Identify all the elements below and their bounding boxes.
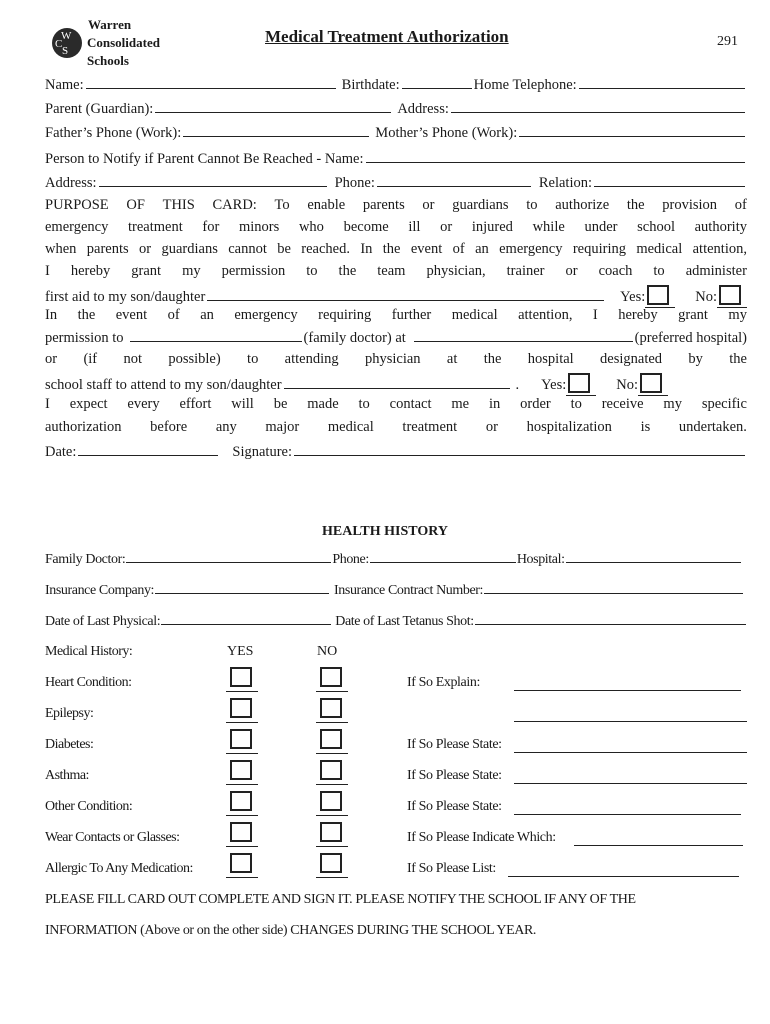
other-yes-checkbox[interactable] <box>230 791 252 811</box>
paragraph-word: grant <box>678 307 708 323</box>
paragraph-word: PURPOSE <box>45 197 109 213</box>
paragraph-word: attending <box>284 351 339 367</box>
notify-address-label: Address: <box>45 175 97 191</box>
asthma-no-checkbox[interactable] <box>320 760 342 780</box>
paragraph-word: CARD: <box>212 197 257 213</box>
notify-name-field[interactable] <box>366 150 745 163</box>
doctor-phone-field[interactable] <box>370 550 516 563</box>
paragraph-word: authority <box>694 219 747 235</box>
insurance-contract-label: Insurance Contract Number: <box>334 583 484 598</box>
paragraph-word: become <box>343 219 389 235</box>
paragraph-word: minors <box>239 219 280 235</box>
name-field[interactable] <box>86 76 336 89</box>
paragraph-word: while <box>532 219 565 235</box>
school-name-line: Consolidated <box>87 35 160 50</box>
diabetes-yes-checkbox[interactable] <box>230 729 252 749</box>
paragraph-word: cannot <box>228 241 267 257</box>
paragraph-word: be <box>277 241 291 257</box>
home-phone-label: Home Telephone: <box>473 77 577 93</box>
first-aid-label: first aid to my son/daughter <box>45 289 206 305</box>
paragraph-word: authorize <box>555 197 610 213</box>
purpose-line <box>45 219 747 239</box>
glasses-no-checkbox[interactable] <box>320 822 342 842</box>
paragraph-word: treatment <box>128 219 183 235</box>
date-signature-row <box>45 443 747 463</box>
first-aid-yes-checkbox[interactable] <box>647 285 669 305</box>
address-field[interactable] <box>451 100 745 113</box>
school-staff-row: school staff to attend to my son/daughter . Yes: No: <box>45 373 747 393</box>
paragraph-word: receive <box>601 396 644 412</box>
paragraph-word: or <box>440 219 453 235</box>
allergy-yes-checkbox[interactable] <box>230 853 252 873</box>
paragraph-word: requiring <box>318 307 372 323</box>
paragraph-word: specific <box>701 396 747 412</box>
paragraph-word: (if <box>83 351 98 367</box>
list-label: If So Please List: <box>407 861 496 876</box>
first-aid-field[interactable] <box>207 288 604 301</box>
paragraph-word: the <box>729 351 747 367</box>
allergy-no-checkbox[interactable] <box>320 853 342 873</box>
paragraph-word: the <box>338 263 357 279</box>
purpose-line <box>45 197 747 217</box>
school-staff-label: school staff to attend to my son/daughter <box>45 377 282 393</box>
paragraph-word: hereby <box>70 263 111 279</box>
paragraph-word: made <box>307 396 339 412</box>
paragraph-word: or <box>565 263 578 279</box>
permission-label: permission to <box>45 330 124 346</box>
physical-row <box>45 612 747 632</box>
paragraph-word: to <box>306 263 318 279</box>
last-tetanus-field[interactable] <box>475 612 746 625</box>
paragraph-word: to <box>653 263 665 279</box>
paragraph-word: order <box>520 396 551 412</box>
last-physical-label: Date of Last Physical: <box>45 614 161 629</box>
paragraph-word: ill <box>408 219 421 235</box>
purpose-line <box>45 241 747 261</box>
allergy-list-field[interactable] <box>508 876 739 877</box>
epilepsy-yes-checkbox[interactable] <box>230 698 252 718</box>
paragraph-word: further <box>391 307 432 323</box>
doctor-phone-label: Phone: <box>332 552 369 567</box>
relation-field[interactable] <box>594 174 745 187</box>
school-staff-field[interactable] <box>284 376 510 389</box>
yes-label: Yes: <box>541 377 567 393</box>
paragraph-word: OF <box>126 197 145 213</box>
or-line <box>45 351 747 371</box>
family-doctor-field[interactable] <box>130 329 302 342</box>
parent-label: Parent (Guardian): <box>45 101 154 117</box>
notify-name-label: Person to Notify if Parent Cannot Be Reached - Name: <box>45 151 364 167</box>
explain-continued-field[interactable] <box>514 721 747 722</box>
condition-label: Other Condition: <box>45 799 133 814</box>
paragraph-word: hospitalization <box>526 419 612 435</box>
paragraph-word: I <box>45 396 50 412</box>
paragraph-word: THIS <box>162 197 195 213</box>
condition-label: Asthma: <box>45 768 89 783</box>
paragraph-word: trainer <box>506 263 545 279</box>
paragraph-word: to <box>358 396 370 412</box>
hospital-field[interactable] <box>566 550 741 563</box>
staff-yes-checkbox[interactable] <box>568 373 590 393</box>
father-phone-field[interactable] <box>183 124 369 137</box>
expect-line <box>45 396 747 416</box>
paragraph-word: guardians <box>161 241 218 257</box>
yes-label: Yes: <box>620 289 646 305</box>
family-doctor-label: (family doctor) at <box>303 330 406 346</box>
birthdate-label: Birthdate: <box>341 77 400 93</box>
heart-no-checkbox[interactable] <box>320 667 342 687</box>
diabetes-state-field[interactable] <box>514 752 747 753</box>
paragraph-word: to <box>247 351 259 367</box>
staff-yes <box>566 373 596 396</box>
first-aid-no-checkbox[interactable] <box>719 285 741 305</box>
paragraph-word: my <box>182 263 201 279</box>
staff-no-checkbox[interactable] <box>640 373 662 393</box>
work-phone-row <box>45 124 747 144</box>
staff-no <box>638 373 668 396</box>
paragraph-word: by <box>688 351 703 367</box>
paragraph-word: emergency <box>45 219 109 235</box>
paragraph-word: an <box>200 307 214 323</box>
paragraph-word: hereby <box>618 307 658 323</box>
notify-row <box>45 150 747 170</box>
other-state-field[interactable] <box>514 814 741 815</box>
condition-label: Diabetes: <box>45 737 94 752</box>
paragraph-word: event <box>115 307 148 323</box>
paragraph-word: is <box>640 419 651 435</box>
notify-phone-label: Phone: <box>334 175 375 191</box>
asthma-state-field[interactable] <box>514 783 747 784</box>
paragraph-word: designated <box>600 351 663 367</box>
paragraph-word: not <box>123 351 142 367</box>
paragraph-word: requiring <box>572 241 626 257</box>
paragraph-word: attention, <box>692 241 747 257</box>
paragraph-word: under <box>584 219 618 235</box>
condition-label: Heart Condition: <box>45 675 132 690</box>
footer-instruction: PLEASE FILL CARD OUT COMPLETE AND SIGN IT. PLEASE NOTIFY THE SCHOOL IF ANY OF THE <box>45 892 636 907</box>
paragraph-word: in <box>488 396 501 412</box>
paragraph-word: or <box>45 351 58 367</box>
paragraph-word: my <box>728 307 747 323</box>
last-physical-field[interactable] <box>161 612 331 625</box>
paragraph-word: injured <box>471 219 513 235</box>
family-doctor-field[interactable] <box>126 550 331 563</box>
footer-instruction: INFORMATION (Above or on the other side) CHANGES DURING THE SCHOOL YEAR. <box>45 923 536 938</box>
school-logo <box>52 28 82 58</box>
paragraph-word: reached. <box>301 241 350 257</box>
state-label: If So Please State: <box>407 799 502 814</box>
paragraph-word: physician, <box>426 263 486 279</box>
paragraph-word: contact <box>389 396 432 412</box>
notify-address-row <box>45 174 747 194</box>
paragraph-word: effort <box>179 396 212 412</box>
insurance-contract-field[interactable] <box>484 581 743 594</box>
paragraph-word: at <box>446 351 458 367</box>
paragraph-word: will <box>231 396 254 412</box>
preferred-hospital-field[interactable] <box>414 329 633 342</box>
permission-row <box>45 329 747 349</box>
insurance-row <box>45 581 747 601</box>
parent-field[interactable] <box>155 100 391 113</box>
date-label: Date: <box>45 444 77 460</box>
condition-label: Wear Contacts or Glasses: <box>45 830 180 845</box>
paragraph-word: to <box>570 396 582 412</box>
paragraph-word: the <box>626 197 645 213</box>
home-phone-field[interactable] <box>579 76 745 89</box>
paragraph-word: undertaken. <box>678 419 747 435</box>
first-aid-row <box>45 285 747 305</box>
logo-letter: C <box>55 38 63 50</box>
paragraph-word: any <box>215 419 237 435</box>
preferred-hospital-label: (preferred hospital) <box>634 330 747 346</box>
name-row <box>45 76 747 96</box>
paragraph-word: I <box>45 263 50 279</box>
paragraph-word: school <box>637 219 675 235</box>
glasses-indicate-field[interactable] <box>574 845 743 846</box>
paragraph-word: me <box>451 396 470 412</box>
logo-letter: S <box>62 45 69 57</box>
no-label: No: <box>616 377 639 393</box>
paragraph-word: provision <box>662 197 718 213</box>
paragraph-word: who <box>298 219 324 235</box>
paragraph-word: parents <box>86 241 129 257</box>
paragraph-word: hospital <box>527 351 574 367</box>
condition-label: Allergic To Any Medication: <box>45 861 193 876</box>
paragraph-word: medical <box>451 307 498 323</box>
name-label: Name: <box>45 77 84 93</box>
insurance-company-label: Insurance Company: <box>45 583 155 598</box>
paragraph-word: authorization <box>45 419 122 435</box>
paragraph-word: be <box>273 396 288 412</box>
school-name <box>87 16 160 70</box>
paragraph-word: permission <box>221 263 286 279</box>
page-title: Medical Treatment Authorization <box>265 27 509 46</box>
paragraph-word: guardians <box>452 197 509 213</box>
paragraph-word: treatment <box>402 419 458 435</box>
paragraph-word: parents <box>362 197 405 213</box>
no-column-header: NO <box>317 644 338 659</box>
notify-phone-field[interactable] <box>377 174 531 187</box>
paragraph-word: or <box>139 241 152 257</box>
hospital-label: Hospital: <box>516 552 565 567</box>
notify-address-field[interactable] <box>99 174 327 187</box>
paragraph-word: administer <box>685 263 747 279</box>
paragraph-word: expect <box>69 396 108 412</box>
paragraph-word: of <box>167 307 180 323</box>
paragraph-word: I <box>592 307 598 323</box>
last-tetanus-label: Date of Last Tetanus Shot: <box>335 614 474 629</box>
paragraph-word: major <box>265 419 300 435</box>
diabetes-no-checkbox[interactable] <box>320 729 342 749</box>
relation-label: Relation: <box>538 175 593 191</box>
insurance-company-field[interactable] <box>155 581 329 594</box>
paragraph-word: In <box>45 307 58 323</box>
paragraph-word: enable <box>307 197 346 213</box>
state-label: If So Please State: <box>407 768 502 783</box>
state-label: If So Please State: <box>407 737 502 752</box>
signature-field[interactable] <box>294 443 745 456</box>
school-name-line: Schools <box>87 53 129 68</box>
paragraph-word: event <box>410 241 443 257</box>
paragraph-word: the <box>382 241 401 257</box>
paragraph-word: medical <box>636 241 683 257</box>
logo-letter: W <box>61 30 72 42</box>
paragraph-word: To <box>274 197 290 213</box>
paragraph-word: coach <box>598 263 633 279</box>
date-field[interactable] <box>78 443 218 456</box>
father-phone-label: Father’s Phone (Work): <box>45 125 182 141</box>
paragraph-word: for <box>202 219 220 235</box>
signature-label: Signature: <box>232 444 293 460</box>
medical-history-label: Medical History: <box>45 644 133 659</box>
parent-row <box>45 100 747 120</box>
paragraph-word: of <box>734 197 747 213</box>
asthma-yes-checkbox[interactable] <box>230 760 252 780</box>
paragraph-word: an <box>475 241 489 257</box>
paragraph-word: physician <box>364 351 421 367</box>
family-doctor-row <box>45 550 747 570</box>
health-history-title: HEALTH HISTORY <box>322 524 448 539</box>
first-aid-no <box>717 285 747 308</box>
paragraph-word: or <box>422 197 435 213</box>
mother-phone-field[interactable] <box>519 124 745 137</box>
paragraph-word: attention, <box>518 307 573 323</box>
paragraph-word: my <box>663 396 682 412</box>
first-aid-yes <box>645 285 675 308</box>
paragraph-word: the <box>77 307 96 323</box>
no-label: No: <box>695 289 717 305</box>
paragraph-word: emergency <box>499 241 563 257</box>
paragraph-word: possible) <box>168 351 221 367</box>
paragraph-word: when <box>45 241 77 257</box>
paragraph-word: emergency <box>234 307 298 323</box>
paragraph-word: team <box>377 263 406 279</box>
paragraph-word: or <box>485 419 498 435</box>
school-name-line: Warren <box>88 17 132 32</box>
other-no-checkbox[interactable] <box>320 791 342 811</box>
family-doctor-label: Family Doctor: <box>45 552 126 567</box>
heart-yes-checkbox[interactable] <box>230 667 252 687</box>
further-line <box>45 307 747 327</box>
page-number: 291 <box>717 34 738 49</box>
glasses-yes-checkbox[interactable] <box>230 822 252 842</box>
paragraph-word: to <box>526 197 538 213</box>
authorization-line <box>45 419 747 439</box>
paragraph-word: grant <box>131 263 162 279</box>
address-label: Address: <box>397 101 449 117</box>
paragraph-word: the <box>483 351 502 367</box>
paragraph-word: before <box>150 419 188 435</box>
explain-field[interactable] <box>514 690 741 691</box>
epilepsy-no-checkbox[interactable] <box>320 698 342 718</box>
explain-label: If So Explain: <box>407 675 480 690</box>
paragraph-word: every <box>127 396 160 412</box>
indicate-label: If So Please Indicate Which: <box>407 830 556 845</box>
purpose-line <box>45 263 747 283</box>
paragraph-word: medical <box>327 419 374 435</box>
mother-phone-label: Mother’s Phone (Work): <box>375 125 518 141</box>
paragraph-word: In <box>360 241 373 257</box>
birthdate-field[interactable] <box>402 76 472 89</box>
yes-column-header: YES <box>227 644 254 659</box>
paragraph-word: of <box>452 241 465 257</box>
condition-label: Epilepsy: <box>45 706 94 721</box>
